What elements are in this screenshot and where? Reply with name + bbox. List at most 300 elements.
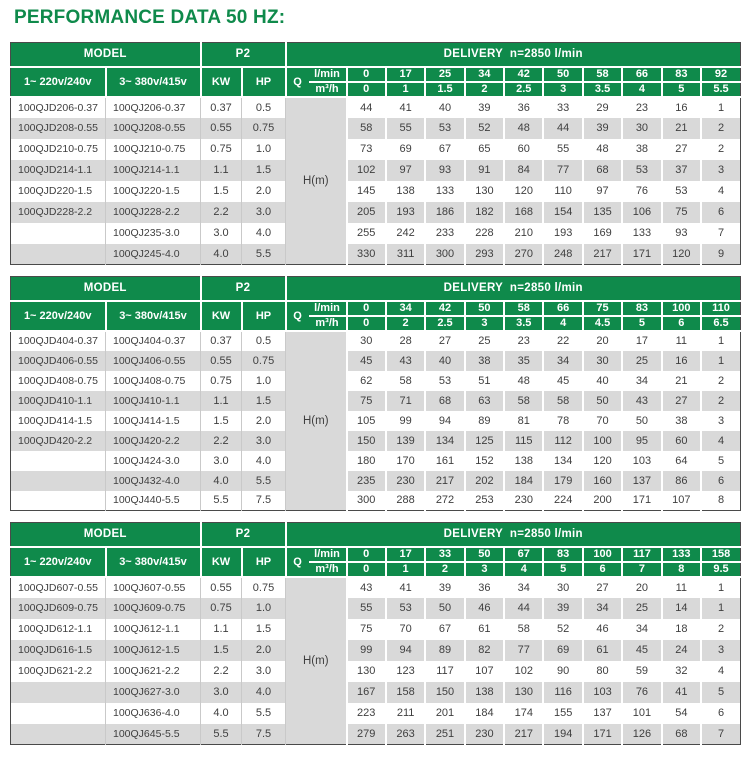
- hp-cell: 0.5: [242, 331, 286, 351]
- head-value-cell: 171: [583, 724, 622, 745]
- phase3-header: 3~ 380v/415v: [106, 67, 201, 97]
- head-value-cell: 186: [425, 202, 464, 223]
- head-value-cell: 38: [465, 351, 504, 371]
- head-value-cell: 16: [662, 351, 701, 371]
- head-value-cell: 80: [583, 661, 622, 682]
- head-value-cell: 6: [701, 703, 741, 724]
- model-single-phase-cell: 100QJD206-0.37: [11, 97, 106, 118]
- header-row-groups: [11, 43, 741, 67]
- flow-lmin-value: 83: [662, 67, 701, 82]
- flow-lmin-value: 50: [543, 67, 582, 82]
- head-value-cell: 107: [465, 661, 504, 682]
- table-row: [11, 351, 741, 371]
- flow-m3h-value: 3.5: [504, 316, 543, 331]
- head-value-cell: 32: [662, 661, 701, 682]
- flow-lmin-value: 67: [504, 547, 543, 562]
- head-value-cell: 41: [386, 97, 425, 118]
- hp-cell: 1.5: [242, 160, 286, 181]
- kw-cell: 0.55: [201, 118, 242, 139]
- head-value-cell: 288: [386, 491, 425, 511]
- head-value-cell: 160: [583, 471, 622, 491]
- phase3-header: 3~ 380v/415v: [106, 547, 201, 577]
- performance-table: [10, 276, 741, 511]
- table-row: [11, 577, 741, 598]
- kw-cell: 5.5: [201, 724, 242, 745]
- kw-cell: 0.55: [201, 351, 242, 371]
- head-value-cell: 58: [386, 371, 425, 391]
- head-value-cell: 23: [622, 97, 661, 118]
- head-value-cell: 78: [543, 411, 582, 431]
- head-value-cell: 133: [622, 223, 661, 244]
- flow-lmin-value: 158: [701, 547, 741, 562]
- kw-cell: 0.75: [201, 598, 242, 619]
- kw-cell: 5.5: [201, 491, 242, 511]
- model-three-phase-cell: 100QJ609-0.75: [106, 598, 201, 619]
- flow-m3h-value: 2.5: [504, 82, 543, 97]
- head-value-cell: 53: [425, 118, 464, 139]
- head-value-cell: 61: [465, 619, 504, 640]
- head-value-cell: 95: [622, 431, 661, 451]
- hp-cell: 1.0: [242, 598, 286, 619]
- head-value-cell: 22: [543, 331, 582, 351]
- head-value-cell: 242: [386, 223, 425, 244]
- model-three-phase-cell: 100QJ645-5.5: [106, 724, 201, 745]
- head-value-cell: 2: [701, 139, 741, 160]
- head-value-cell: 81: [504, 411, 543, 431]
- head-value-cell: 233: [425, 223, 464, 244]
- model-three-phase-cell: 100QJ612-1.5: [106, 640, 201, 661]
- flow-m3h-value: 4: [622, 82, 661, 97]
- performance-table: [10, 42, 741, 265]
- head-value-cell: 161: [425, 451, 464, 471]
- head-value-cell: 20: [622, 577, 661, 598]
- head-value-cell: 193: [543, 223, 582, 244]
- head-value-cell: 1: [701, 331, 741, 351]
- head-value-cell: 251: [425, 724, 464, 745]
- flow-m3h-value: 4: [504, 562, 543, 577]
- head-value-cell: 86: [662, 471, 701, 491]
- head-value-cell: 68: [662, 724, 701, 745]
- kw-cell: 0.37: [201, 97, 242, 118]
- phase1-header: 1~ 220v/240v: [11, 547, 106, 577]
- head-value-cell: 35: [504, 351, 543, 371]
- head-value-cell: 45: [622, 640, 661, 661]
- head-value-cell: 102: [504, 661, 543, 682]
- head-value-cell: 223: [347, 703, 386, 724]
- head-value-cell: 7: [701, 223, 741, 244]
- flow-m3h-value: 5: [622, 316, 661, 331]
- model-group-header: MODEL: [11, 277, 201, 301]
- head-value-cell: 300: [425, 244, 464, 265]
- kw-cell: 1.5: [201, 640, 242, 661]
- kw-cell: 0.37: [201, 331, 242, 351]
- head-value-cell: 16: [662, 97, 701, 118]
- head-value-cell: 77: [504, 640, 543, 661]
- model-single-phase-cell: 100QJD228-2.2: [11, 202, 106, 223]
- head-value-cell: 184: [465, 703, 504, 724]
- flow-m3h-value: 1.5: [425, 82, 464, 97]
- table-row: [11, 640, 741, 661]
- head-value-cell: 27: [583, 577, 622, 598]
- hp-cell: 2.0: [242, 411, 286, 431]
- kw-cell: 4.0: [201, 244, 242, 265]
- head-value-cell: 40: [425, 351, 464, 371]
- hp-cell: 4.0: [242, 451, 286, 471]
- head-value-cell: 39: [543, 598, 582, 619]
- m3h-unit-label: m³/h: [309, 82, 347, 97]
- model-three-phase-cell: 100QJ408-0.75: [106, 371, 201, 391]
- head-value-cell: 21: [662, 371, 701, 391]
- head-meters-label: H(m): [286, 97, 347, 265]
- model-single-phase-cell: 100QJD414-1.5: [11, 411, 106, 431]
- model-three-phase-cell: 100QJ220-1.5: [106, 181, 201, 202]
- table-body: [11, 97, 741, 265]
- head-value-cell: 117: [425, 661, 464, 682]
- head-value-cell: 330: [347, 244, 386, 265]
- m3h-unit-label: m³/h: [309, 562, 347, 577]
- head-value-cell: 145: [347, 181, 386, 202]
- table-body: [11, 331, 741, 511]
- flow-lmin-value: 117: [622, 547, 661, 562]
- head-value-cell: 103: [622, 451, 661, 471]
- head-value-cell: 23: [504, 331, 543, 351]
- head-value-cell: 263: [386, 724, 425, 745]
- head-value-cell: 39: [465, 97, 504, 118]
- head-value-cell: 45: [543, 371, 582, 391]
- flow-lmin-value: 34: [465, 67, 504, 82]
- m3h-unit-label: m³/h: [309, 316, 347, 331]
- flow-lmin-value: 50: [465, 547, 504, 562]
- head-value-cell: 9: [701, 244, 741, 265]
- hp-cell: 0.75: [242, 351, 286, 371]
- head-value-cell: 67: [425, 619, 464, 640]
- head-value-cell: 139: [386, 431, 425, 451]
- head-value-cell: 100: [583, 431, 622, 451]
- model-three-phase-cell: 100QJ424-3.0: [106, 451, 201, 471]
- head-value-cell: 14: [662, 598, 701, 619]
- hp-cell: 7.5: [242, 491, 286, 511]
- head-value-cell: 24: [662, 640, 701, 661]
- table-row: [11, 598, 741, 619]
- model-single-phase-cell: [11, 703, 106, 724]
- hp-cell: 0.75: [242, 577, 286, 598]
- head-value-cell: 152: [465, 451, 504, 471]
- page-title: PERFORMANCE DATA 50 HZ:: [14, 7, 286, 28]
- head-value-cell: 34: [583, 598, 622, 619]
- head-value-cell: 51: [465, 371, 504, 391]
- kw-cell: 3.0: [201, 223, 242, 244]
- head-value-cell: 134: [425, 431, 464, 451]
- head-value-cell: 30: [622, 118, 661, 139]
- model-group-header: MODEL: [11, 523, 201, 547]
- head-value-cell: 94: [425, 411, 464, 431]
- model-single-phase-cell: 100QJD404-0.37: [11, 331, 106, 351]
- head-value-cell: 99: [386, 411, 425, 431]
- head-value-cell: 170: [386, 451, 425, 471]
- head-value-cell: 67: [425, 139, 464, 160]
- head-value-cell: 97: [583, 181, 622, 202]
- flow-lmin-value: 42: [425, 301, 464, 316]
- head-value-cell: 137: [583, 703, 622, 724]
- flow-m3h-value: 0: [347, 316, 386, 331]
- q-header: Q: [286, 301, 309, 331]
- flow-m3h-value: 5: [662, 82, 701, 97]
- head-value-cell: 169: [583, 223, 622, 244]
- head-value-cell: 107: [662, 491, 701, 511]
- head-value-cell: 116: [543, 682, 582, 703]
- header-row-groups: [11, 523, 741, 547]
- head-value-cell: 25: [622, 351, 661, 371]
- flow-m3h-value: 2: [386, 316, 425, 331]
- head-value-cell: 40: [583, 371, 622, 391]
- head-value-cell: 230: [386, 471, 425, 491]
- head-value-cell: 38: [622, 139, 661, 160]
- head-value-cell: 230: [504, 491, 543, 511]
- model-three-phase-cell: 100QJ214-1.1: [106, 160, 201, 181]
- head-value-cell: 120: [504, 181, 543, 202]
- model-single-phase-cell: 100QJD406-0.55: [11, 351, 106, 371]
- head-value-cell: 58: [543, 391, 582, 411]
- performance-table: [10, 522, 741, 745]
- head-value-cell: 46: [465, 598, 504, 619]
- flow-lmin-value: 17: [386, 67, 425, 82]
- model-three-phase-cell: 100QJ245-4.0: [106, 244, 201, 265]
- lmin-unit-label: l/min: [309, 67, 347, 82]
- head-value-cell: 1: [701, 598, 741, 619]
- model-three-phase-cell: 100QJ206-0.37: [106, 97, 201, 118]
- head-value-cell: 41: [662, 682, 701, 703]
- head-value-cell: 130: [465, 181, 504, 202]
- head-value-cell: 253: [465, 491, 504, 511]
- head-value-cell: 217: [504, 724, 543, 745]
- head-value-cell: 174: [504, 703, 543, 724]
- head-value-cell: 3: [701, 411, 741, 431]
- flow-lmin-value: 83: [622, 301, 661, 316]
- table-row: [11, 139, 741, 160]
- hp-cell: 1.0: [242, 139, 286, 160]
- head-value-cell: 300: [347, 491, 386, 511]
- head-value-cell: 279: [347, 724, 386, 745]
- head-value-cell: 52: [543, 619, 582, 640]
- head-value-cell: 25: [465, 331, 504, 351]
- header-row-lmin: [11, 301, 741, 316]
- flow-lmin-value: 17: [386, 547, 425, 562]
- flow-lmin-value: 25: [425, 67, 464, 82]
- head-value-cell: 4: [701, 431, 741, 451]
- head-value-cell: 27: [662, 139, 701, 160]
- table-row: [11, 244, 741, 265]
- head-value-cell: 46: [583, 619, 622, 640]
- head-value-cell: 30: [583, 351, 622, 371]
- flow-lmin-value: 75: [583, 301, 622, 316]
- p2-group-header: P2: [201, 523, 286, 547]
- hp-cell: 1.5: [242, 391, 286, 411]
- hp-cell: 2.0: [242, 640, 286, 661]
- head-value-cell: 21: [662, 118, 701, 139]
- flow-lmin-value: 66: [543, 301, 582, 316]
- tables-container: [10, 42, 740, 745]
- table-row: [11, 661, 741, 682]
- head-value-cell: 71: [386, 391, 425, 411]
- kw-cell: 2.2: [201, 202, 242, 223]
- head-value-cell: 2: [701, 118, 741, 139]
- head-value-cell: 138: [386, 181, 425, 202]
- head-value-cell: 89: [425, 640, 464, 661]
- head-value-cell: 82: [465, 640, 504, 661]
- head-value-cell: 61: [583, 640, 622, 661]
- flow-m3h-value: 5: [543, 562, 582, 577]
- head-value-cell: 30: [347, 331, 386, 351]
- flow-lmin-value: 58: [583, 67, 622, 82]
- kw-cell: 2.2: [201, 431, 242, 451]
- head-value-cell: 8: [701, 491, 741, 511]
- table-row: [11, 223, 741, 244]
- head-value-cell: 150: [347, 431, 386, 451]
- head-value-cell: 54: [662, 703, 701, 724]
- head-value-cell: 65: [465, 139, 504, 160]
- head-value-cell: 99: [347, 640, 386, 661]
- head-value-cell: 255: [347, 223, 386, 244]
- head-value-cell: 50: [425, 598, 464, 619]
- flow-lmin-value: 100: [662, 301, 701, 316]
- model-three-phase-cell: 100QJ410-1.1: [106, 391, 201, 411]
- hp-cell: 3.0: [242, 202, 286, 223]
- flow-m3h-value: 3: [465, 562, 504, 577]
- head-value-cell: 112: [543, 431, 582, 451]
- kw-cell: 0.75: [201, 371, 242, 391]
- head-value-cell: 3: [701, 640, 741, 661]
- head-value-cell: 75: [662, 202, 701, 223]
- head-value-cell: 4: [701, 661, 741, 682]
- table-row: [11, 331, 741, 351]
- head-value-cell: 230: [465, 724, 504, 745]
- hp-header: HP: [242, 547, 286, 577]
- head-value-cell: 211: [386, 703, 425, 724]
- head-value-cell: 167: [347, 682, 386, 703]
- head-value-cell: 44: [543, 118, 582, 139]
- head-value-cell: 138: [504, 451, 543, 471]
- head-value-cell: 68: [583, 160, 622, 181]
- p2-group-header: P2: [201, 43, 286, 67]
- model-three-phase-cell: 100QJ235-3.0: [106, 223, 201, 244]
- head-value-cell: 133: [425, 181, 464, 202]
- head-value-cell: 63: [465, 391, 504, 411]
- flow-m3h-value: 4.5: [583, 316, 622, 331]
- head-value-cell: 34: [543, 351, 582, 371]
- head-value-cell: 55: [386, 118, 425, 139]
- head-value-cell: 52: [465, 118, 504, 139]
- head-value-cell: 101: [622, 703, 661, 724]
- head-value-cell: 106: [622, 202, 661, 223]
- hp-cell: 1.0: [242, 371, 286, 391]
- hp-cell: 2.0: [242, 181, 286, 202]
- hp-cell: 0.5: [242, 97, 286, 118]
- head-value-cell: 130: [347, 661, 386, 682]
- head-value-cell: 70: [386, 619, 425, 640]
- head-value-cell: 210: [504, 223, 543, 244]
- head-value-cell: 2: [701, 619, 741, 640]
- model-three-phase-cell: 100QJ210-0.75: [106, 139, 201, 160]
- flow-m3h-value: 3.5: [583, 82, 622, 97]
- head-value-cell: 36: [465, 577, 504, 598]
- flow-m3h-value: 9.5: [701, 562, 741, 577]
- model-three-phase-cell: 100QJ627-3.0: [106, 682, 201, 703]
- flow-lmin-value: 0: [347, 67, 386, 82]
- head-value-cell: 137: [622, 471, 661, 491]
- q-header: Q: [286, 67, 309, 97]
- head-value-cell: 62: [347, 371, 386, 391]
- head-value-cell: 248: [543, 244, 582, 265]
- head-value-cell: 75: [347, 619, 386, 640]
- model-single-phase-cell: 100QJD208-0.55: [11, 118, 106, 139]
- hp-cell: 4.0: [242, 682, 286, 703]
- head-value-cell: 120: [662, 244, 701, 265]
- lmin-unit-label: l/min: [309, 547, 347, 562]
- head-value-cell: 28: [386, 331, 425, 351]
- table-row: [11, 202, 741, 223]
- head-value-cell: 34: [504, 577, 543, 598]
- head-value-cell: 5: [701, 682, 741, 703]
- head-value-cell: 64: [662, 451, 701, 471]
- head-value-cell: 110: [543, 181, 582, 202]
- model-single-phase-cell: 100QJD621-2.2: [11, 661, 106, 682]
- head-value-cell: 44: [347, 97, 386, 118]
- head-value-cell: 75: [347, 391, 386, 411]
- flow-m3h-value: 8: [662, 562, 701, 577]
- hp-cell: 3.0: [242, 661, 286, 682]
- head-value-cell: 53: [386, 598, 425, 619]
- model-three-phase-cell: 100QJ440-5.5: [106, 491, 201, 511]
- kw-cell: 1.1: [201, 619, 242, 640]
- flow-lmin-value: 0: [347, 547, 386, 562]
- head-value-cell: 135: [583, 202, 622, 223]
- table-header: [11, 523, 741, 577]
- head-value-cell: 39: [583, 118, 622, 139]
- head-value-cell: 27: [425, 331, 464, 351]
- flow-m3h-value: 4: [543, 316, 582, 331]
- model-single-phase-cell: [11, 682, 106, 703]
- hp-cell: 5.5: [242, 471, 286, 491]
- flow-m3h-value: 0: [347, 562, 386, 577]
- head-value-cell: 34: [622, 371, 661, 391]
- hp-cell: 1.5: [242, 619, 286, 640]
- model-single-phase-cell: 100QJD616-1.5: [11, 640, 106, 661]
- table-row: [11, 451, 741, 471]
- head-value-cell: 150: [425, 682, 464, 703]
- model-single-phase-cell: 100QJD420-2.2: [11, 431, 106, 451]
- model-single-phase-cell: [11, 491, 106, 511]
- flow-lmin-value: 83: [543, 547, 582, 562]
- flow-lmin-value: 110: [701, 301, 741, 316]
- flow-lmin-value: 33: [425, 547, 464, 562]
- head-value-cell: 37: [662, 160, 701, 181]
- head-value-cell: 76: [622, 682, 661, 703]
- head-value-cell: 293: [465, 244, 504, 265]
- flow-lmin-value: 0: [347, 301, 386, 316]
- delivery-group-header: DELIVERY n=2850 l/min: [286, 277, 741, 301]
- head-value-cell: 123: [386, 661, 425, 682]
- head-value-cell: 205: [347, 202, 386, 223]
- model-three-phase-cell: 100QJ621-2.2: [106, 661, 201, 682]
- head-value-cell: 168: [504, 202, 543, 223]
- hp-header: HP: [242, 67, 286, 97]
- kw-header: KW: [201, 547, 242, 577]
- head-value-cell: 138: [465, 682, 504, 703]
- head-value-cell: 155: [543, 703, 582, 724]
- head-value-cell: 193: [386, 202, 425, 223]
- head-value-cell: 53: [622, 160, 661, 181]
- q-header: Q: [286, 547, 309, 577]
